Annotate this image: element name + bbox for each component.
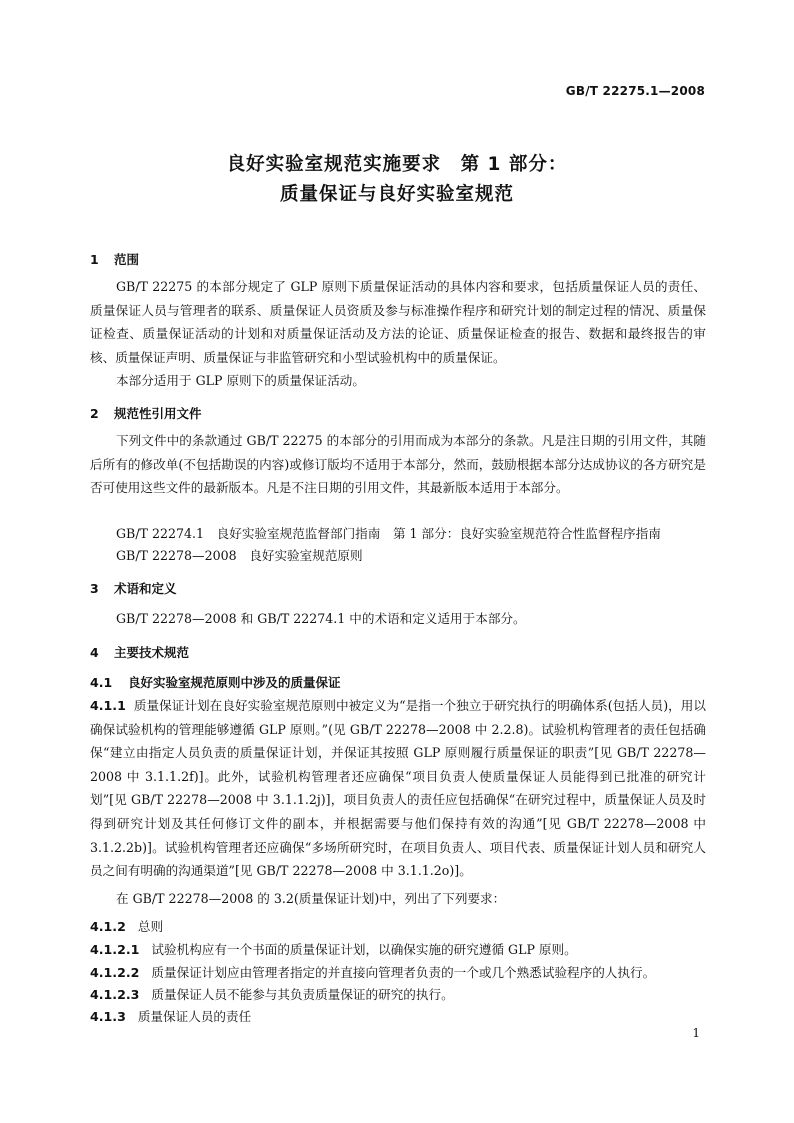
- section-2-heading: [90, 404, 202, 422]
- section-3-heading: [90, 579, 177, 597]
- clause-text: 质量保证计划应由管理者指定的并直接向管理者负责的一个或几个熟悉试验程序的人执行。: [151, 965, 656, 980]
- clause-text: 质量保证计划在良好实验室规范原则中被定义为“是指一个独立于研究执行的明确体系(包括人员)，用以确保试验机构的管理能够遵循 GLP 原则。”(见 GB/T 22278—2008 中 2.2.8)。试验机构管理者的责任包括确保“建立由指定人员负责的质量保证计划，并保证其按照 GLP 原则履行质量保证的职责”[见 GB/T 22278—2008 中 3.1.1.2f)]。此外，试验机构管理者还应确保“项目负责人使质量保证人员能得到已批准的研究计划”[见 GB/T 22278—2008 中 3.1.1.2j)]，项目负责人的责任应包括确保“在研究过程中，质量保证人员及时得到研究计划及其任何修订文件的副本，并根据需要与他们保持有效的沟通”[见 GB/T 22278—2008 中 3.1.2.2b)]。试验机构管理者还应确保“多场所研究时，在项目负责人、项目代表、质量保证计划人员和研究人员之间有明确的沟通渠道”[见 GB/T 22278—2008 中 3.1.1.2o)]。: [90, 698, 706, 879]
- section-title: 范围: [114, 252, 140, 267]
- clause-4-1-1-paragraph-2: 在 GB/T 22278—2008 的 3.2(质量保证计划)中，列出了下列要求：: [116, 891, 506, 906]
- reference-item-1: GB/T 22274.1 良好实验室规范监督部门指南 第 1 部分：良好实验室规范符合性监督程序指南: [116, 526, 661, 541]
- subsection-number: 4.1.2: [90, 919, 126, 934]
- clause-text: 质量保证人员不能参与其负责质量保证的研究的执行。: [151, 987, 454, 1002]
- subsection-4-1-3-heading: [90, 1006, 251, 1025]
- section-1-heading: [90, 250, 139, 268]
- section-3-paragraph-1: GB/T 22278—2008 和 GB/T 22274.1 中的术语和定义适用于本部分。: [116, 611, 526, 626]
- section-title: 主要技术规范: [114, 645, 190, 660]
- clause-4-1-2-1: [90, 939, 577, 958]
- page-number: 1: [692, 1026, 700, 1040]
- section-title: 规范性引用文件: [114, 406, 202, 421]
- subsection-4-1-heading: [90, 673, 341, 691]
- subsection-number: 4.1.3: [90, 1009, 126, 1024]
- section-1-paragraph-1: GB/T 22275 的本部分规定了 GLP 原则下质量保证活动的具体内容和要求，包括质量保证人员的责任、质量保证人员与管理者的联系、质量保证人员资质及参与标准操作程序和研究计划的制定过程的情况、质量保证检查、质量保证活动的计划和对质量保证活动及方法的论证、质量保证检查的报告、数据和最终报告的审核、质量保证声明、质量保证与非监管研究和小型试验机构中的质量保证。: [90, 279, 706, 365]
- reference-item-2: GB/T 22278—2008 良好实验室规范原则: [116, 548, 363, 563]
- subsection-title: 总则: [137, 919, 164, 934]
- clause-text: 试验机构应有一个书面的质量保证计划，以确保实施的研究遵循 GLP 原则。: [151, 942, 577, 957]
- section-title: 术语和定义: [114, 581, 177, 596]
- section-number: 1: [90, 252, 99, 267]
- subsection-number: 4.1: [90, 675, 113, 690]
- clause-4-1-2-3: [90, 984, 454, 1003]
- subsection-title: 良好实验室规范原则中涉及的质量保证: [128, 675, 341, 690]
- document-title-line-2: 质量保证与良好实验室规范: [279, 184, 514, 205]
- document-title-line-1: 良好实验室规范实施要求 第 1 部分：: [226, 154, 568, 175]
- clause-number: 4.1.2.2: [90, 965, 140, 980]
- section-number: 4: [90, 645, 99, 660]
- section-2-paragraph-1: 下列文件中的条款通过 GB/T 22275 的本部分的引用而成为本部分的条款。凡是注日期的引用文件，其随后所有的修改单(不包括勘误的内容)或修订版均不适用于本部分，然而，鼓励根据本部分达成协议的各方研究是否可使用这些文件的最新版本。凡是不注日期的引用文件，其最新版本适用于本部分。: [90, 433, 706, 496]
- section-number: 3: [90, 581, 99, 596]
- clause-number: 4.1.2.3: [90, 987, 140, 1002]
- subsection-4-1-2-heading: [90, 916, 163, 935]
- section-4-heading: [90, 643, 189, 661]
- clause-4-1-1: [90, 694, 706, 883]
- standard-code: GB/T 22275.1—2008: [565, 84, 705, 98]
- clause-number: 4.1.2.1: [90, 942, 140, 957]
- subsection-title: 质量保证人员的责任: [137, 1009, 252, 1024]
- clause-4-1-2-2: [90, 962, 655, 981]
- clause-number: 4.1.1: [90, 698, 126, 713]
- section-1-paragraph-2: 本部分适用于 GLP 原则下的质量保证活动。: [116, 373, 365, 388]
- section-number: 2: [90, 406, 99, 421]
